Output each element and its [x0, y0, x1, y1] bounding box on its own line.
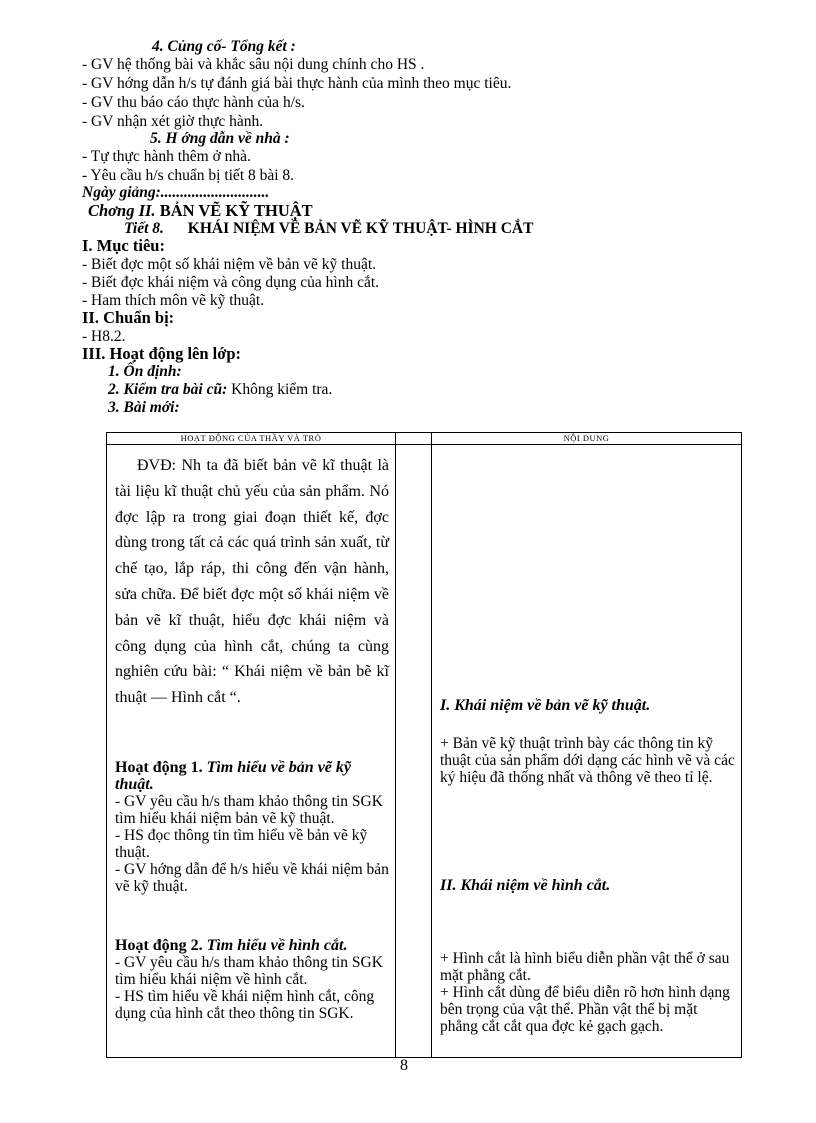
content-2-text [440, 950, 736, 1035]
homework-heading: 5. H ớng dẫn về nhà : [150, 130, 290, 147]
objectives-heading: I. Mục tiêu: [82, 236, 165, 255]
spacer-cell [396, 445, 432, 1058]
activity-1-line: - HS đọc thông tin tìm hiểu về bản vẽ kỹ thuật. [115, 827, 368, 861]
activity-1-title: Hoạt động 1. Tìm hiểu về bản vẽ kỹ thuật. [115, 759, 351, 793]
prep-item: - H8.2. [82, 328, 126, 345]
content-2-line: + Hình cắt dùng để biểu diễn rõ hơn hình dạng bên trọng của vật thể. Phần vật thể bị mặt phẳng cắt cắt qua đợc kẻ gạch gạch. [440, 984, 730, 1035]
objective-item: - Biết đợc một số khái niệm về bản vẽ kỹ thuật. [82, 256, 377, 273]
consolidation-item: - GV thu báo cáo thực hành của h/s. [82, 94, 305, 111]
content-2-line: + Hình cắt là hình biểu diễn phần vật thể ở sau mặt phẳng cắt. [440, 950, 730, 984]
chapter-label: Chơng II. [88, 201, 156, 220]
activities-cell [107, 445, 396, 1058]
prep-heading: II. Chuẩn bị: [82, 308, 175, 327]
step-review [108, 381, 332, 398]
lesson-title: KHÁI NIỆM VỀ BẢN VẼ KỸ THUẬT- HÌNH CẮT [187, 220, 534, 237]
date-line: Ngày giảng:............................ [82, 184, 270, 201]
activity-1 [115, 759, 393, 895]
col-header-activities: HOẠT ĐỘNG CỦA THẦY VÀ TRÒ [107, 433, 396, 445]
step-review-label: 2. Kiểm tra bài cũ: [108, 381, 228, 398]
table-header-row [107, 433, 742, 445]
activity-2-line: - GV yêu cầu h/s tham khảo thông tin SGK tìm hiểu khái niệm về hình cắt. [115, 954, 383, 988]
activity-2-line: - HS tìm hiểu về khái niệm hình cắt, công dụng của hình cắt theo thông tin SGK. [115, 988, 375, 1022]
consolidation-heading: 4. Củng cố- Tổng kết : [152, 38, 296, 55]
step-stabilize: 1. Ổn định: [108, 363, 182, 380]
intro-paragraph: ĐVĐ: Nh ta đã biết bản vẽ kĩ thuật là tài liệu kĩ thuật chủ yếu của sản phẩm. Nó đợc lập ra trong giai đoạn thiết kế, đợc dùng trong tất cả các quá trình sản xuất, từ chế tạo, lắp ráp, thi công đến vận hành, sửa chữa. Để biết đợc một số khái niệm về bản vẽ kĩ thuật, hiểu đợc khái niệm và công dụng của hình cắt, chúng ta cùng nghiên cứu bài: “ Khái niệm về bản bẽ kĩ thuật — Hình cắt “. [115, 457, 389, 707]
consolidation-item: - GV nhận xét giờ thực hành. [82, 113, 264, 130]
content-1-text: + Bản vẽ kỹ thuật trình bày các thông tin kỹ thuật của sản phẩm dới dạng các hình vẽ và các ký hiệu đã thống nhất và thông vẽ theo tỉ lệ. [440, 735, 735, 786]
chapter-heading [88, 202, 313, 219]
activity-2-title: Hoạt động 2. Tìm hiểu về hình cắt. [115, 937, 348, 954]
activity-1-line: - GV hớng dẫn để h/s hiểu về khái niệm bản vẽ kỹ thuật. [115, 861, 389, 895]
col-header-spacer [396, 433, 432, 445]
homework-item: - Yêu cầu h/s chuẩn bị tiết 8 bài 8. [82, 167, 295, 184]
objective-item: - Biết đợc khái niệm và công dụng của hình cắt. [82, 274, 380, 291]
objective-item: - Ham thích môn vẽ kỹ thuật. [82, 292, 265, 309]
content-1-title: I. Khái niệm về bản vẽ kỹ thuật. [440, 697, 651, 714]
homework-item: - Tự thực hành thêm ở nhà. [82, 148, 251, 165]
col-header-content: NỘI DUNG [432, 433, 742, 445]
consolidation-item: - GV hớng dẫn h/s tự đánh giá bài thực hành của mình theo mục tiêu. [82, 75, 512, 92]
consolidation-item: - GV hệ thống bài và khắc sâu nội dung chính cho HS . [82, 56, 425, 73]
content-cell [432, 445, 742, 1058]
content-2-title: II. Khái niệm về hình cắt. [440, 877, 611, 894]
chapter-title: BẢN VẼ KỸ THUẬT [159, 201, 313, 220]
step-review-text: Không kiểm tra. [227, 381, 333, 398]
table-body-row [107, 445, 742, 1058]
activities-table [106, 432, 742, 1058]
activities-heading: III. Hoạt động lên lớp: [82, 344, 242, 363]
page-number: 8 [400, 1057, 408, 1074]
activity-1-line: - GV yêu cầu h/s tham khảo thông tin SGK tìm hiểu khái niệm bản vẽ kỹ thuật. [115, 793, 383, 827]
lesson-label: Tiết 8. [124, 220, 164, 237]
lesson-heading [124, 220, 533, 237]
activity-2 [115, 937, 393, 1022]
step-new-lesson: 3. Bài mới: [108, 399, 180, 416]
